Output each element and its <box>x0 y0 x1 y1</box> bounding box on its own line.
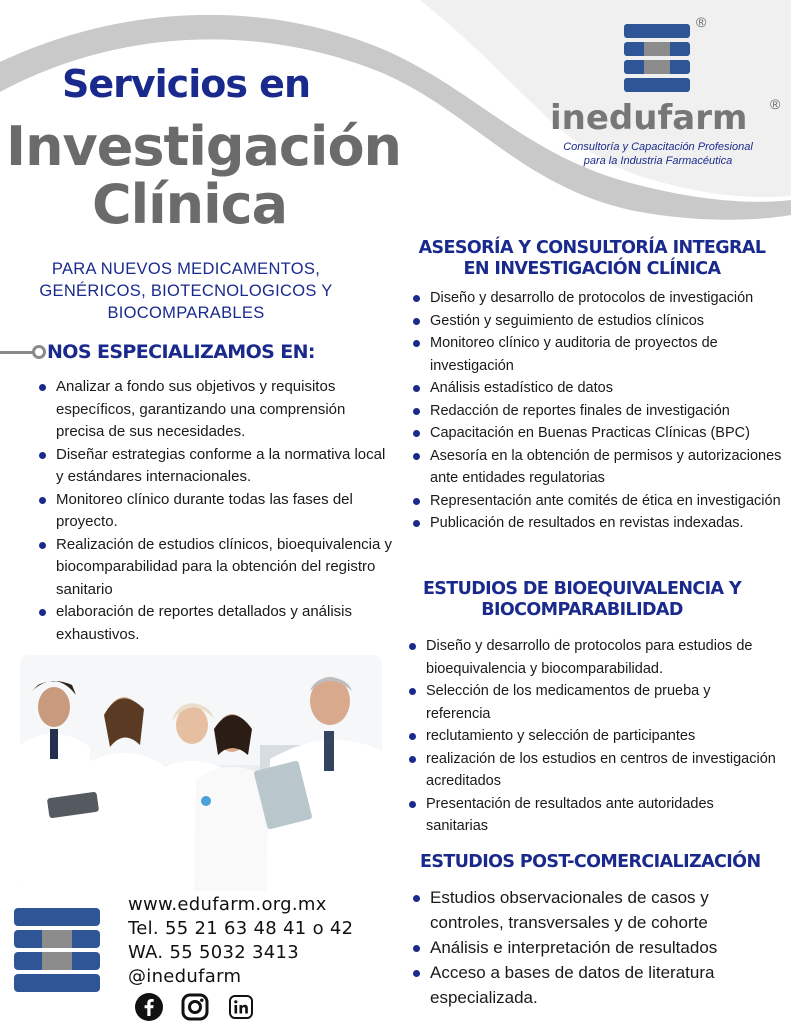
list-item: Publicación de resultados en revistas indexadas. <box>410 512 782 535</box>
contact-block <box>128 893 353 989</box>
list-item: Selección de los medicamentos de prueba y referencia <box>406 680 778 725</box>
list-item: Redacción de reportes finales de investigación <box>410 400 782 423</box>
list-item: Diseño y desarrollo de protocolos para estudios de bioequivalencia y biocomparabilidad. <box>406 635 778 680</box>
list-item: Monitoreo clínico durante todas las fases del proyecto. <box>36 489 396 534</box>
consulting-list <box>410 287 782 535</box>
heading-circle-icon <box>32 345 46 359</box>
social-icons <box>134 992 256 1022</box>
list-item: Capacitación en Buenas Practicas Clínicas (BPC) <box>410 422 782 445</box>
phone-text: Tel. 55 21 63 48 41 o 42 <box>128 918 354 939</box>
instagram-icon[interactable] <box>180 992 210 1022</box>
postmarketing-heading: ESTUDIOS POST-COMERCIALIZACIÓN <box>420 852 761 872</box>
list-item: realización de los estudios en centros de investigación acreditados <box>406 748 778 793</box>
postmarketing-list <box>410 885 782 1010</box>
bioequivalence-heading-line2: BIOCOMPARABILIDAD <box>481 600 683 620</box>
title-line-3: Clínica <box>92 173 288 236</box>
consulting-heading-line1: ASESORÍA Y CONSULTORÍA INTEGRAL <box>418 238 766 258</box>
consulting-heading <box>412 238 772 280</box>
list-item: Monitoreo clínico y auditoria de proyectos de investigación <box>410 332 782 377</box>
list-item: Presentación de resultados ante autoridades sanitarias <box>406 793 778 838</box>
consulting-heading-line2: EN INVESTIGACIÓN CLÍNICA <box>463 259 721 279</box>
list-item: Realización de estudios clínicos, bioequivalencia y biocomparabilidad para la obtención del registro sanitario <box>36 534 396 602</box>
specialize-list <box>36 376 396 646</box>
registered-mark-icon: ® <box>696 14 707 30</box>
list-item: Análisis e interpretación de resultados <box>410 935 782 960</box>
heading-divider-line <box>0 351 34 354</box>
brand-tagline <box>548 140 768 168</box>
website-link[interactable]: www.edufarm.org.mx <box>128 894 327 915</box>
team-photo <box>20 655 382 891</box>
subtitle: PARA NUEVOS MEDICAMENTOS, GENÉRICOS, BIOTECNOLOGICOS Y BIOCOMPARABLES <box>39 260 333 322</box>
linkedin-icon[interactable] <box>226 992 256 1022</box>
facebook-icon[interactable] <box>134 992 164 1022</box>
list-item: Analizar a fondo sus objetivos y requisitos específicos, garantizando una comprensión precisa de sus necesidades. <box>36 376 396 444</box>
list-item: Diseño y desarrollo de protocolos de investigación <box>410 287 782 310</box>
specialize-heading: NOS ESPECIALIZAMOS EN: <box>47 341 315 363</box>
bioequivalence-heading <box>404 579 760 621</box>
title-line-1: Servicios en <box>62 62 311 106</box>
list-item: Gestión y seguimiento de estudios clínicos <box>410 310 782 333</box>
inedufarm-logo-icon <box>622 22 692 94</box>
list-item: reclutamiento y selección de participantes <box>406 725 778 748</box>
list-item: Acceso a bases de datos de literatura especializada. <box>410 960 782 1010</box>
inedufarm-footer-logo-icon <box>12 906 102 996</box>
list-item: Diseñar estrategias conforme a la normativa local y estándares internacionales. <box>36 444 396 489</box>
brand-registered-mark: ® <box>770 96 781 112</box>
brand-tagline-line1: Consultoría y Capacitación Profesional <box>563 141 753 153</box>
whatsapp-text: WA. 55 5032 3413 <box>128 942 300 963</box>
title-line-2: Investigación <box>6 115 401 178</box>
brand-tagline-line2: para la Industria Farmacéutica <box>583 155 733 167</box>
brand-name: inedufarm <box>550 98 748 138</box>
list-item: elaboración de reportes detallados y análisis exhaustivos. <box>36 601 396 646</box>
list-item: Estudios observacionales de casos y controles, transversales y de cohorte <box>410 885 782 935</box>
list-item: Representación ante comités de ética en investigación <box>410 490 782 513</box>
social-handle: @inedufarm <box>128 966 242 987</box>
list-item: Análisis estadístico de datos <box>410 377 782 400</box>
bioequivalence-heading-line1: ESTUDIOS DE BIOEQUIVALENCIA Y <box>422 579 742 599</box>
list-item: Asesoría en la obtención de permisos y autorizaciones ante entidades regulatorias <box>410 445 782 490</box>
bioequivalence-list <box>406 635 778 838</box>
